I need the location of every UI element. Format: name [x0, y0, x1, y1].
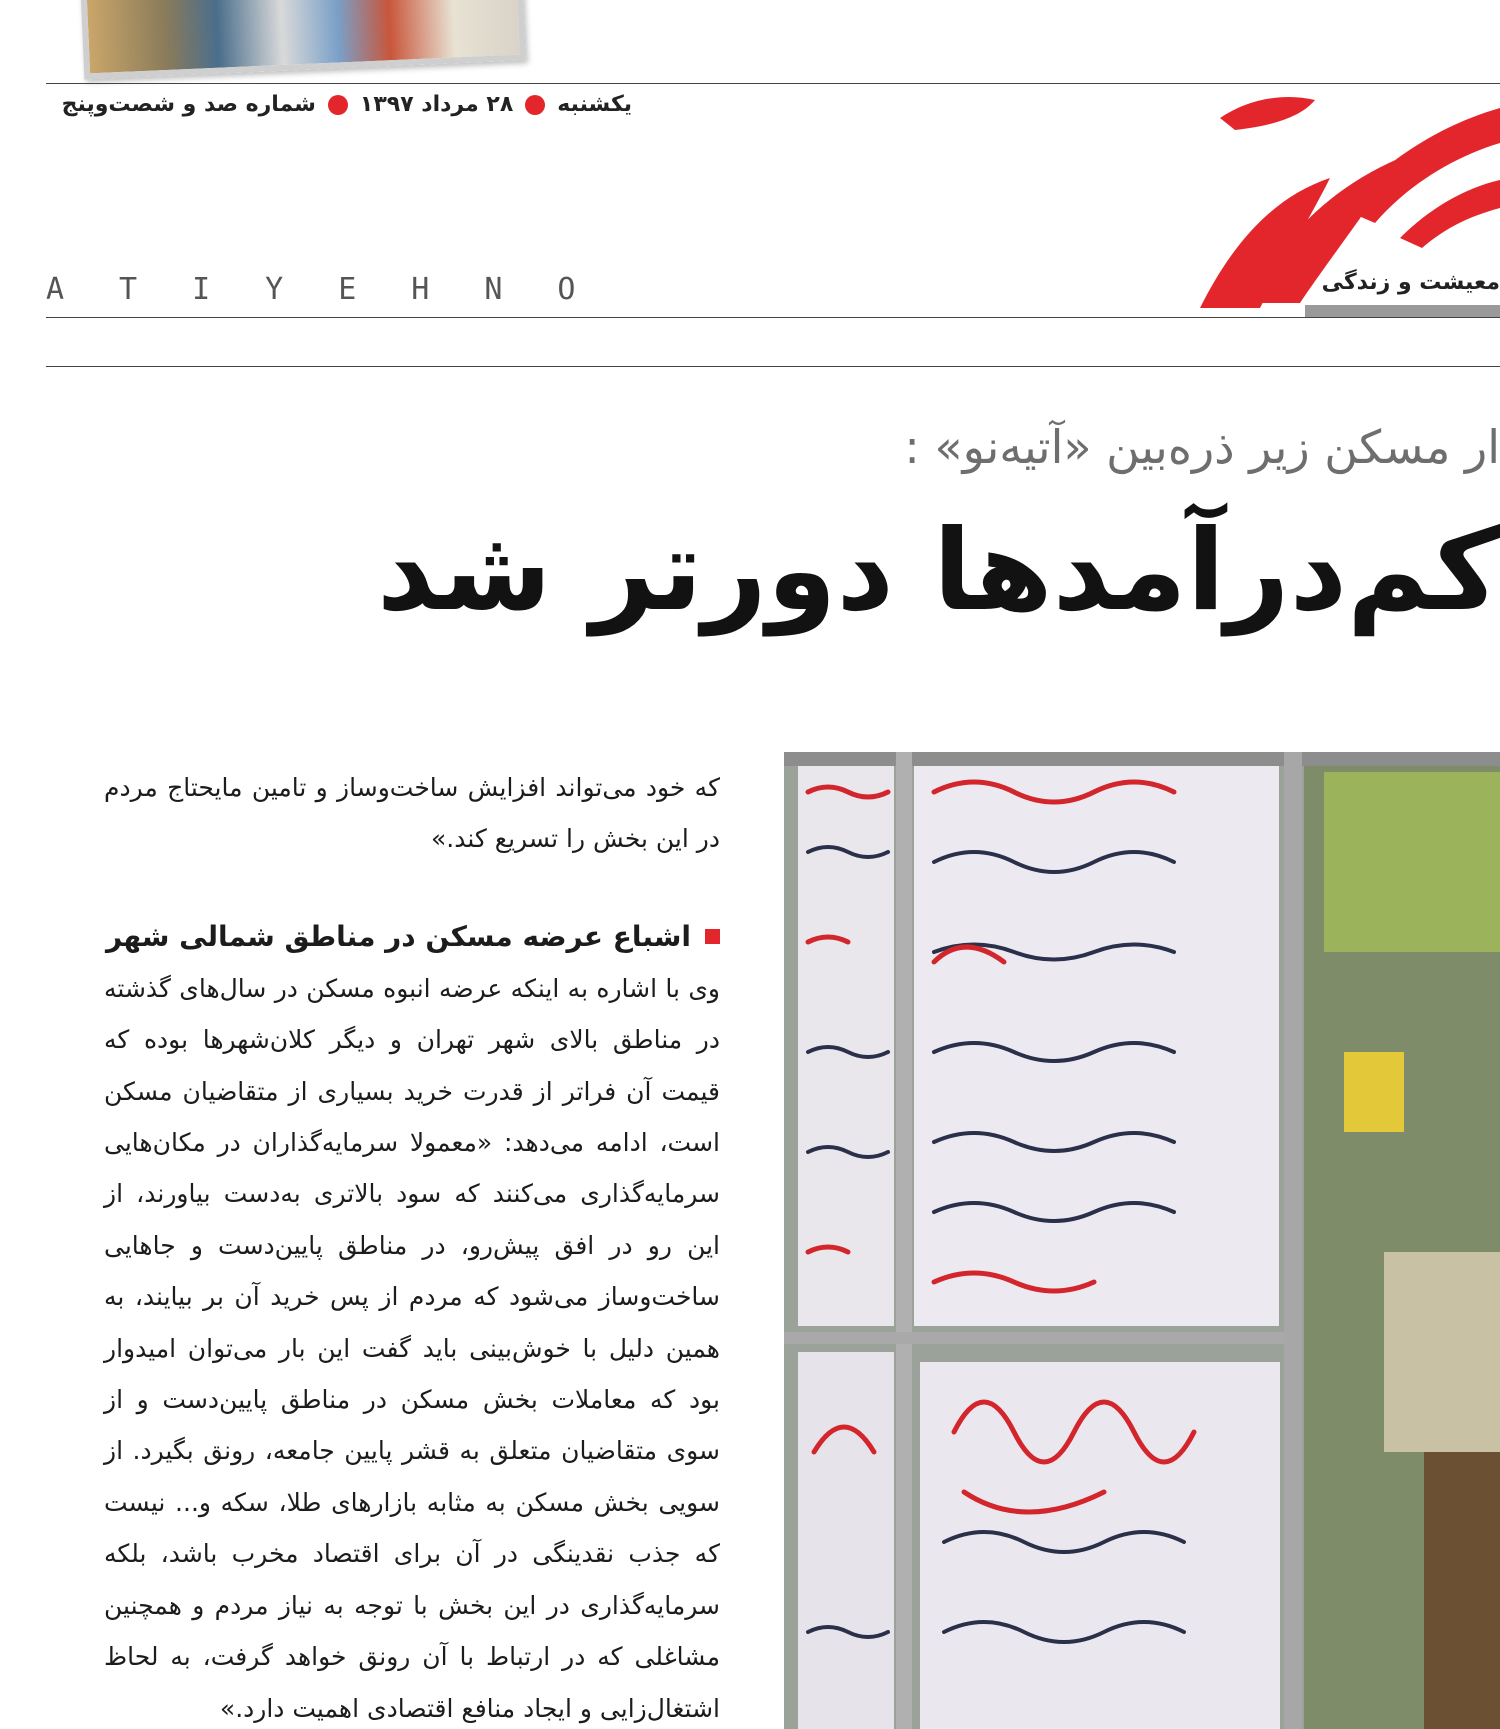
photo-strip-fragment	[80, 0, 526, 80]
real-estate-notices-photo	[784, 752, 1500, 1729]
date-line	[62, 92, 632, 117]
article-headline: کم‌درآمدها دورتر شد	[376, 506, 1500, 636]
subhead-text: اشباع عرضه مسکن در مناطق شمالی شهر	[105, 919, 691, 953]
article-photo	[784, 752, 1500, 1729]
spaced-latin-word: ATIYEHNO	[46, 272, 631, 307]
article-subhead	[104, 911, 720, 963]
section-rule	[46, 366, 1500, 367]
article-intro: که خود می‌تواند افزایش ساخت‌وساز و تامین مایحتاج مردم در این بخش را تسریع کند.»	[104, 773, 720, 854]
article-body: وی با اشاره به اینکه عرضه انبوه مسکن در سال‌های گذشته در مناطق بالای شهر تهران و دیگر کلان‌شهرها بوده که قیمت آن فراتر از قدرت خرید بسیاری از متقاضیان مسکن است، ادامه می‌دهد: «معمولا سرمایه‌گذاران در مکان‌هایی سرمایه‌گذاری می‌کنند که سود بالاتری به‌دست بیاورند، از این رو در افق پیش‌رو، در مناطق پایین‌دست و جاهایی ساخت‌وساز می‌شود که مردم از پس خرید آن بر بیایند، به همین دلیل با خوش‌بینی باید گفت این بار می‌توان امیدوار بود که معاملات بخش مسکن در مناطق پایین‌دست و از سوی متقاضیان متعلق به قشر پایین جامعه، رونق بگیرد. از سویی بخش مسکن به مثابه بازارهای طلا، سکه و... نیست که جذب نقدینگی در آن برای اقتصاد مخرب باشد، بلکه سرمایه‌گذاری در این بخش با توجه به نیاز مردم و همچنین مشاغلی که در ارتباط با آن رونق خواهد گرفت، به لحاظ اشتغال‌زایی و ایجاد منافع اقتصادی اهمیت دارد.»	[104, 973, 720, 1723]
date-day: یکشنبه	[557, 92, 632, 117]
logo-tagline: معیشت و زندگی	[1321, 270, 1500, 295]
red-dot-icon	[525, 95, 545, 115]
logo-underbar	[1305, 305, 1500, 317]
red-square-icon	[705, 929, 720, 944]
date-full: ۲۸ مرداد ۱۳۹۷	[359, 92, 514, 117]
article-column	[104, 762, 720, 1729]
red-dot-icon	[328, 95, 348, 115]
top-rule	[46, 83, 1500, 84]
issue-number: شماره صد و شصت‌وپنج	[61, 92, 316, 117]
masthead-bottom-rule	[46, 317, 1500, 318]
article-kicker: ار مسکن زیر ذره‌بین «آتیه‌نو» :	[904, 420, 1500, 474]
